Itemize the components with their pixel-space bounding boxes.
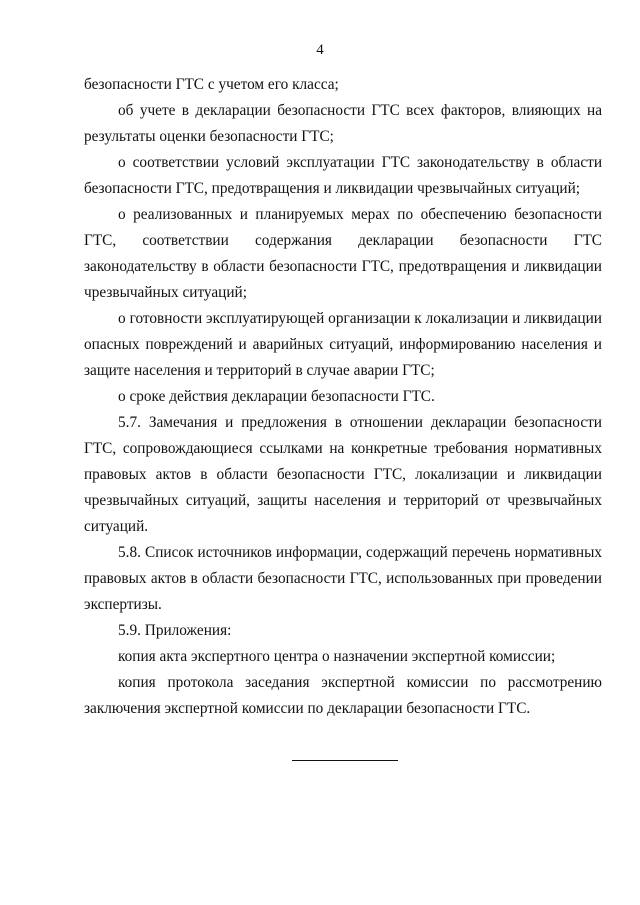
paragraph: копия акта экспертного центра о назначении экспертной комиссии;: [118, 648, 556, 665]
paragraph: о готовности эксплуатирующей организации к локализации и ликвидации опасных повреждений и аварийных ситуаций, информированию населения и защите населения и территорий в случае аварии ГТС;: [84, 310, 602, 379]
paragraph: безопасности ГТС с учетом его класса;: [84, 76, 339, 93]
page-number: 4: [316, 42, 324, 58]
paragraph: об учете в декларации безопасности ГТС всех факторов, влияющих на результаты оценки безопасности ГТС;: [84, 102, 602, 145]
paragraph: о сроке действия декларации безопасности ГТС.: [118, 388, 435, 405]
paragraph: копия протокола заседания экспертной комиссии по рассмотрению заключения экспертной комиссии по декларации безопасности ГТС.: [84, 674, 602, 717]
paragraph: о соответствии условий эксплуатации ГТС законодательству в области безопасности ГТС, предотвращения и ликвидации чрезвычайных ситуаций;: [84, 154, 602, 197]
paragraph: 5.7. Замечания и предложения в отношении декларации безопасности ГТС, сопровождающиеся ссылками на конкретные требования нормативных правовых актов в области безопасности ГТС, локализации и ликвидации чрезвычайных ситуаций, защиты населения и территорий от чрезвычайных ситуаций.: [84, 414, 602, 535]
end-divider: [292, 760, 398, 761]
paragraph: 5.9. Приложения:: [118, 622, 232, 639]
paragraph: 5.8. Список источников информации, содержащий перечень нормативных правовых актов в области безопасности ГТС, использованных при проведении экспертизы.: [84, 544, 602, 613]
document-body: [84, 72, 602, 722]
paragraph: о реализованных и планируемых мерах по обеспечению безопасности ГТС, соответствии содержания декларации безопасности ГТС законодательству в области безопасности ГТС, предотвращения и ликвидации чрезвычайных ситуаций;: [84, 206, 602, 301]
